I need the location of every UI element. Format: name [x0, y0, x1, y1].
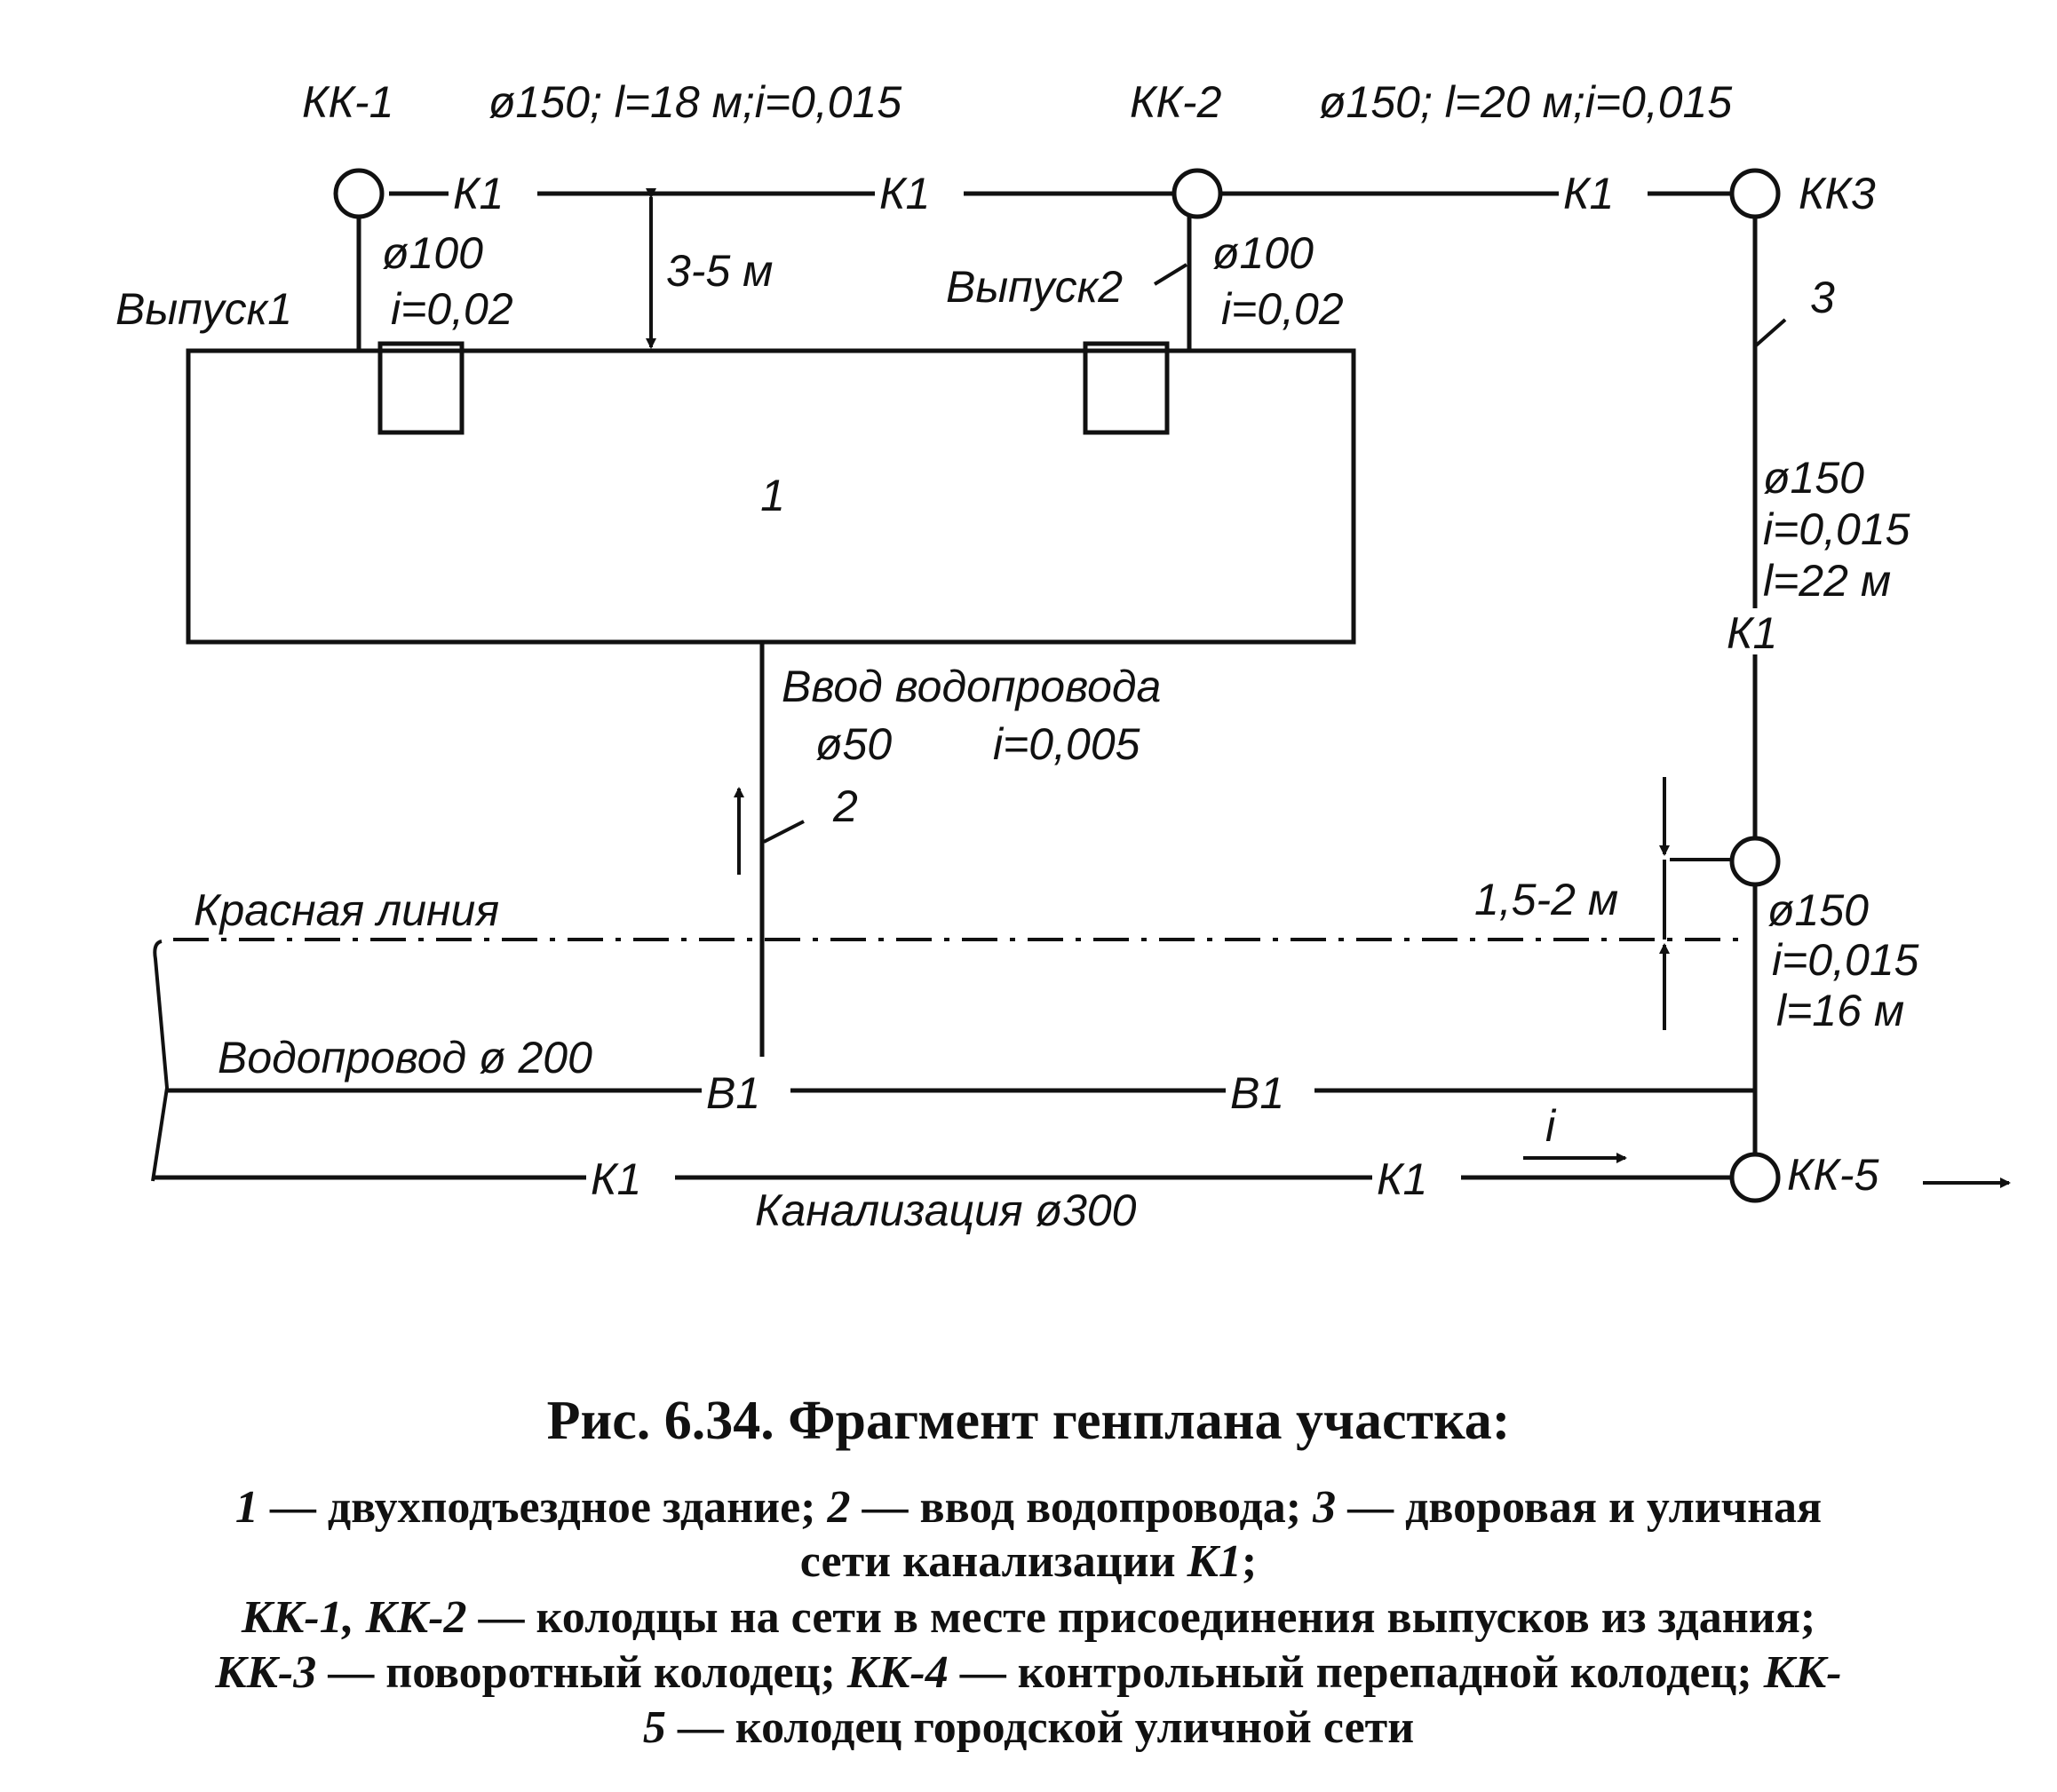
building-number: 1	[760, 471, 785, 520]
k1-label-2: К1	[879, 169, 931, 218]
caption-line-5-text: — колодец городской уличной сети	[665, 1702, 1415, 1753]
k1-label-main-1: К1	[591, 1154, 642, 1204]
k1-label-3: К1	[1563, 169, 1615, 218]
caption-num-3: 3	[1313, 1482, 1337, 1533]
segment-1-spec: ø150; l=18 м;i=0,015	[488, 77, 902, 127]
b1-label-1: В1	[706, 1068, 761, 1118]
water-inlet-title: Ввод водопровода	[782, 662, 1162, 711]
caption-line-5	[643, 1702, 1414, 1753]
caption-line-3	[241, 1592, 1815, 1643]
kk5-label: КК-5	[1787, 1150, 1879, 1200]
caption-num-2: 2	[827, 1482, 851, 1533]
caption-line-1	[235, 1482, 1822, 1533]
dimension-1-5-2m-label: 1,5-2 м	[1474, 875, 1619, 924]
caption-num-1: 1	[234, 1482, 258, 1533]
outlet-2-slope: i=0,02	[1221, 284, 1344, 334]
caption-kk5: КК-	[1763, 1647, 1842, 1698]
caption-desc-2: — ввод водопровода;	[850, 1482, 1314, 1533]
outlet-1-dia: ø100	[382, 228, 483, 278]
sewer-main-label: Канализация ø300	[755, 1185, 1137, 1235]
outlet-1-name: Выпуск1	[115, 284, 293, 334]
caption-kk3: КК-3	[215, 1647, 317, 1698]
right-lower-slope: i=0,015	[1772, 935, 1919, 985]
right-upper-length: l=22 м	[1763, 556, 1892, 606]
caption-num-5: 5	[642, 1702, 666, 1753]
right-upper-slope: i=0,015	[1763, 504, 1910, 554]
entrance-2	[1085, 344, 1167, 432]
dimension-3-5m-label: 3-5 м	[666, 246, 774, 296]
left-brace	[153, 941, 167, 1181]
b1-label-2: В1	[1230, 1068, 1285, 1118]
outlet-2-dia: ø100	[1212, 228, 1314, 278]
caption-line-4b: — контрольный перепадной колодец;	[948, 1647, 1764, 1698]
right-upper-dia: ø150	[1763, 453, 1864, 503]
well-kk2	[1174, 170, 1220, 217]
caption-line-2	[800, 1536, 1257, 1587]
water-main-label: Водопровод ø 200	[218, 1033, 592, 1082]
callout-3: 3	[1810, 273, 1835, 322]
caption-desc-3: — дворовая и уличная	[1336, 1482, 1823, 1533]
well-kk1	[336, 170, 382, 217]
caption-line-4a: — поворотный колодец;	[316, 1647, 847, 1698]
outlet-2-leader	[1155, 265, 1187, 284]
water-inlet-dia: ø50	[815, 719, 893, 769]
callout-2: 2	[833, 781, 858, 831]
caption-line-2-text: сети канализации	[799, 1536, 1187, 1587]
kk2-label: КК-2	[1130, 77, 1222, 127]
well-kk4	[1732, 838, 1778, 884]
caption-desc-1: — двухподъездное здание;	[258, 1482, 828, 1533]
kk3-label: КК3	[1799, 169, 1876, 218]
k1-label-1: К1	[453, 169, 504, 218]
entrance-1	[380, 344, 462, 432]
well-kk5	[1732, 1154, 1778, 1201]
caption-line-4	[214, 1647, 1841, 1698]
callout-3-leader	[1755, 320, 1785, 346]
k1-label-main-2: К1	[1377, 1154, 1428, 1204]
segment-2-spec: ø150; l=20 м;i=0,015	[1319, 77, 1733, 127]
kk1-label: КК-1	[302, 77, 394, 127]
caption-title: Рис. 6.34. Фрагмент генплана участка:	[546, 1391, 1511, 1451]
outlet-1-slope: i=0,02	[391, 284, 513, 334]
right-lower-length: l=16 м	[1776, 986, 1905, 1035]
caption-k1: К1	[1187, 1536, 1242, 1587]
caption-line-2-end: ;	[1241, 1536, 1258, 1587]
right-lower-dia: ø150	[1767, 885, 1869, 935]
caption-kk1-kk2: КК-1, КК-2	[241, 1592, 467, 1643]
caption-line-3-text: — колодцы на сети в месте присоединения выпусков из здания;	[466, 1592, 1816, 1643]
caption-kk4: КК-4	[846, 1647, 949, 1698]
water-inlet-slope: i=0,005	[993, 719, 1140, 769]
slope-i-label: i	[1545, 1101, 1556, 1151]
k1-label-right: К1	[1727, 608, 1778, 658]
red-line-label: Красная линия	[194, 885, 500, 935]
outlet-2-name: Выпуск2	[946, 262, 1124, 312]
callout-2-leader	[764, 821, 804, 842]
well-kk3	[1732, 170, 1778, 217]
